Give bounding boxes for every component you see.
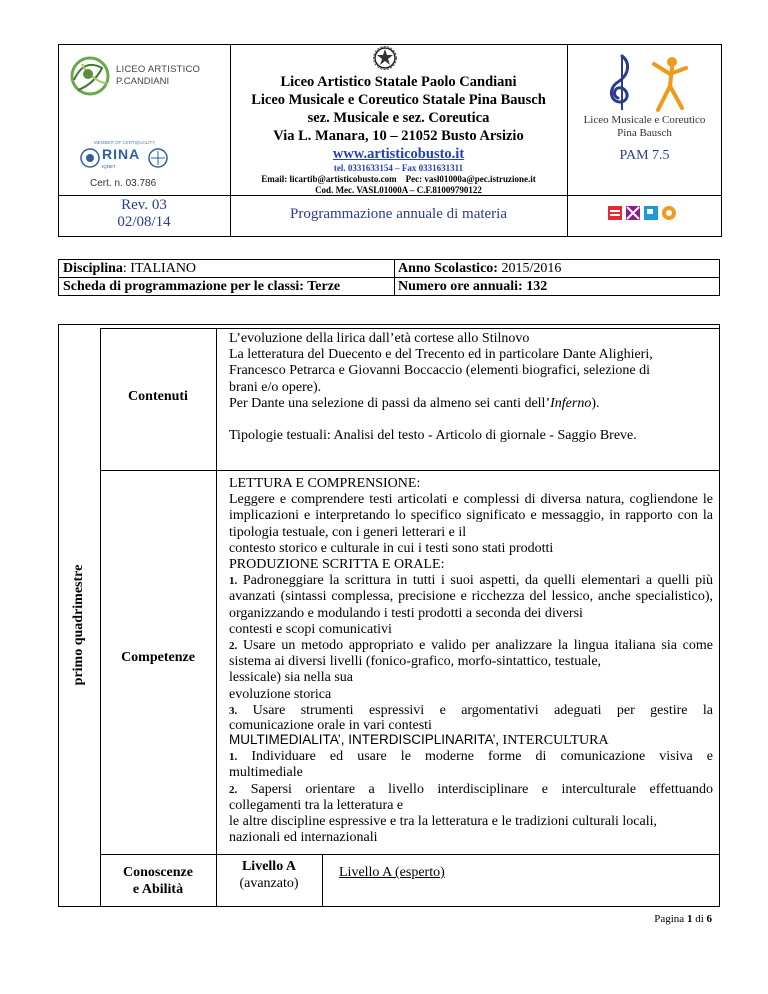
school-name-line-1: Liceo Artistico Statale Paolo Candiani <box>280 74 517 90</box>
iqnet-label: IQNET <box>102 164 116 169</box>
item-text: Usare strumenti espressivi e argomentativi adeguati per gestire la <box>237 702 713 718</box>
school-logo-line1: LICEO ARTISTICO <box>116 64 201 75</box>
competenze-label: Competenze <box>121 650 195 665</box>
dancer-icon <box>648 54 692 114</box>
item-number: 3. <box>229 704 238 717</box>
multimedialita-title-serif: , INTERCULTURA <box>495 733 609 749</box>
scheda-classi: Scheda di programmazione per le classi: Terze <box>63 279 341 294</box>
expo-logo-graphic <box>608 205 682 221</box>
lettura-title: LETTURA E COMPRENSIONE: <box>229 476 421 491</box>
contenuti-label: Contenuti <box>128 389 188 404</box>
conoscenze-label <box>100 864 216 898</box>
lettura-text: Leggere e comprendere testi articolati e complessi di diversa natura, cogliendone le implicazioni e interpretando lo specifico significato e messaggio, in rapporto con la tipologia testuale, con i generi letterari e il <box>229 492 713 540</box>
doc-type: Programmazione annuale di materia <box>290 206 507 222</box>
livello-a-detail: Livello A (esperto) <box>339 865 445 880</box>
contenuti-line-5-pre: Per Dante una selezione di passi da almeno sei canti dell’ <box>229 395 551 411</box>
iqnet-icon <box>148 148 168 168</box>
item-number: 1. <box>229 575 238 588</box>
multi-item-2 <box>229 782 713 798</box>
disciplina-value: : ITALIANO <box>122 261 197 276</box>
main-border-top <box>58 324 720 325</box>
produzione-title: PRODUZIONE SCRITTA E ORALE: <box>229 557 445 573</box>
livello-a-cell <box>216 858 322 892</box>
inner-border-top <box>100 328 720 329</box>
row-divider-1 <box>100 470 720 471</box>
email-line: Email: licartib@artisticobusto.com Pec: vasl01000a@pec.istruzione.it <box>261 174 536 184</box>
header-divider-right <box>567 44 568 237</box>
cert-logo-brand: RINA <box>102 146 141 162</box>
item-number: 1. <box>229 751 238 764</box>
anno-scolastico <box>398 261 561 277</box>
disc-border-bottom <box>58 295 720 296</box>
disc-border-top <box>58 259 720 260</box>
item-number: 2. <box>229 783 238 796</box>
contenuti-tipologie: Tipologie testuali: Analisi del testo - Articolo di giornale - Saggio Breve. <box>229 428 637 444</box>
item-text: Usare un metodo appropriato e valido per analizzare la lingua italiana sia come sistema ai diversi livelli (fonico-grafico, morfo-sintattico, testuale, <box>229 638 713 670</box>
produzione-item-1 <box>229 573 713 622</box>
page-footer <box>654 913 712 925</box>
school-name-line-2: Liceo Musicale e Coreutico Statale Pina Bausch <box>251 92 546 108</box>
competenze-text <box>229 476 713 846</box>
school-logo-line2: P.CANDIANI <box>116 76 170 87</box>
livello-a-sub: (avanzato) <box>239 876 299 891</box>
item-text: Sapersi orientare a livello interdisciplinare e interculturale effettuando <box>237 781 713 797</box>
footer-di: di <box>692 913 707 925</box>
revision-block <box>58 197 230 231</box>
contenuti-line-4: brani e/o opere). <box>229 379 322 395</box>
row-divider-2 <box>100 854 720 855</box>
produzione-item-1-last: contesti e scopi comunicativi <box>229 621 392 637</box>
footer-page-number: 1 <box>686 913 693 925</box>
school-name-line-3: sez. Musicale e sez. Coreutica <box>307 110 490 126</box>
cert-number: Cert. n. 03.786 <box>90 178 157 189</box>
lettura-last: contesto storico e culturale in cui i testi sono stati prodotti <box>229 540 554 556</box>
period-column-divider <box>100 328 101 907</box>
school-name-block <box>230 73 567 196</box>
multi-item-1-last: multimediale <box>229 765 303 781</box>
period-label: primo quadrimestre <box>71 564 86 686</box>
disc-border-left <box>58 259 59 296</box>
produzione-item-3 <box>229 703 713 719</box>
multi-item-1 <box>229 749 713 765</box>
footer-pagina: Pagina <box>654 913 687 925</box>
produzione-item-2-last-1: lessicale) sia nella sua <box>229 670 354 686</box>
musicale-label-line1: Liceo Musicale e Coreutico <box>583 114 706 126</box>
contenuti-text <box>229 331 713 444</box>
multimedialita-title-sans: MULTIMEDIALITA’, INTERDISCIPLINARITA’ <box>229 732 496 748</box>
anno-label: Anno Scolastico: <box>398 261 498 276</box>
main-border-right <box>719 324 720 907</box>
contenuti-line-5-post: ). <box>591 395 600 411</box>
multimedialita-title <box>229 732 713 749</box>
livello-divider <box>322 854 323 907</box>
conoscenze-label-line2: e Abilità <box>132 882 184 897</box>
label-column-divider <box>216 328 217 907</box>
crest-emblem <box>373 46 397 75</box>
revision-number: Rev. 03 <box>121 197 167 213</box>
treble-clef-icon <box>600 52 640 114</box>
disc-border-center <box>394 259 395 296</box>
conoscenze-label-line1: Conoscenze <box>123 865 193 880</box>
crest-icon <box>373 46 397 70</box>
multi-item-2-last-3: nazionali ed internazionali <box>229 830 378 846</box>
school-logo <box>64 50 224 100</box>
website-link[interactable]: www.artisticobusto.it <box>332 146 465 162</box>
cert-logo <box>80 140 190 176</box>
item-text: Individuare ed usare le moderne forme di comunicazione visiva e <box>237 749 713 765</box>
main-border-left <box>58 324 59 907</box>
music-logo <box>600 52 640 119</box>
school-logo-graphic <box>64 50 224 100</box>
period-label-holder <box>62 564 96 686</box>
musicale-label-line2: Pina Bausch <box>617 127 672 139</box>
school-address: Via L. Manara, 10 – 21052 Busto Arsizio <box>273 128 524 144</box>
phone-line: tel. 0331633154 – Fax 0331631311 <box>333 163 464 173</box>
contenuti-line-1: L’evoluzione della lirica dall’età cortese allo Stilnovo <box>229 331 530 346</box>
cert-emblem-icon <box>80 148 100 168</box>
revision-date: 02/08/14 <box>117 214 171 230</box>
dance-logo <box>648 54 692 119</box>
anno-value: 2015/2016 <box>497 261 562 276</box>
footer-page-total: 6 <box>706 913 712 925</box>
produzione-item-2 <box>229 638 713 670</box>
cert-logo-top: MEMBER OF CERTIQUALITY <box>94 140 156 145</box>
contenuti-line-3: Francesco Petrarca e Giovanni Boccaccio (elementi biografici, selezione di <box>229 363 650 379</box>
disc-border-mid <box>58 277 720 278</box>
pam-code: PAM 7.5 <box>619 148 670 163</box>
numero-ore: Numero ore annuali: 132 <box>398 279 548 294</box>
item-number: 2. <box>229 640 238 653</box>
contenuti-line-5 <box>229 396 713 412</box>
inferno-title: Inferno <box>550 395 592 411</box>
main-border-bottom <box>58 906 720 907</box>
codes-line: Cod. Mec. VASL01000A – C.F.81009790122 <box>315 185 482 195</box>
disciplina-label: Disciplina <box>63 261 123 276</box>
disc-border-right <box>719 259 720 296</box>
multi-item-2-last-2: le altre discipline espressive e tra la letteratura e le tradizioni culturali locali, <box>229 814 657 830</box>
contenuti-line-2: La letteratura del Duecento e del Trecento ed in particolare Dante Alighieri, <box>229 347 653 363</box>
disciplina <box>63 261 196 277</box>
multi-item-2-last-1: collegamenti tra la letteratura e <box>229 797 404 813</box>
musicale-label <box>567 114 722 140</box>
produzione-item-3-last: comunicazione orale in vari contesti <box>229 718 432 734</box>
expo-logo <box>608 205 682 226</box>
item-text: Padroneggiare la scrittura in tutti i suoi aspetti, da quelli elementari a quelli più avanzati (sintassi complessa, precisione e ricchezza del lessico, anche specialistico), organizzando e modulando i testi prodotti a seconda dei diversi <box>229 573 713 621</box>
produzione-item-2-last-2: evoluzione storica <box>229 686 332 702</box>
livello-a-title: Livello A <box>241 859 297 874</box>
